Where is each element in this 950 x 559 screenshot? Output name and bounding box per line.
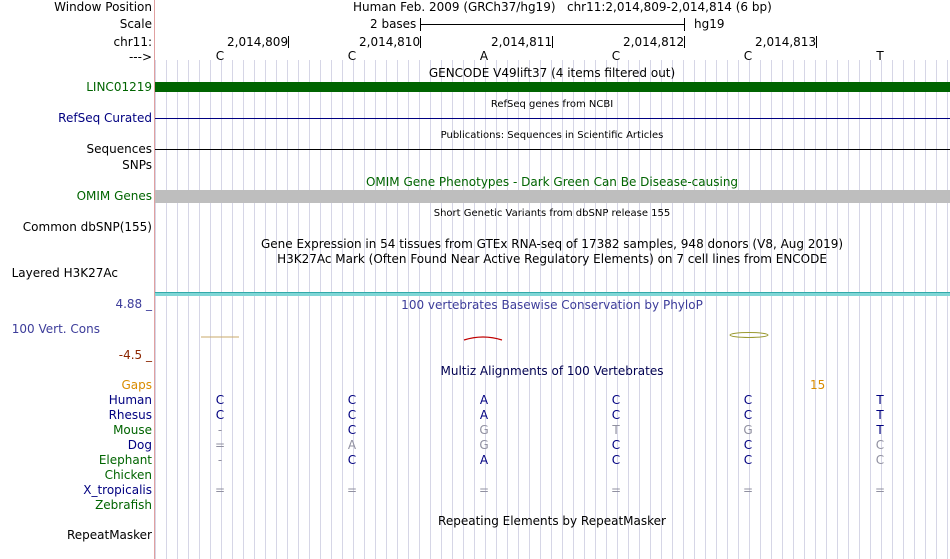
alignment-base: C: [215, 393, 225, 407]
grid-line: [815, 60, 816, 559]
strand-arrow-label: --->: [128, 50, 152, 64]
species-label-zebrafish[interactable]: Zebrafish: [95, 498, 152, 512]
grid-line: [782, 60, 783, 559]
cons-track-label[interactable]: 100 Vert. Cons: [11, 322, 100, 336]
alignment-base: C: [743, 393, 753, 407]
grid-line: [232, 60, 233, 559]
alignment-base: C: [611, 408, 621, 422]
grid-line: [826, 60, 827, 559]
grid-line: [705, 60, 706, 559]
grid-line: [287, 60, 288, 559]
sequences-track-label[interactable]: Sequences: [86, 142, 152, 156]
scale-bar: [421, 24, 685, 25]
reference-base: C: [611, 49, 621, 63]
grid-line: [793, 60, 794, 559]
grid-line: [210, 60, 211, 559]
grid-line: [892, 60, 893, 559]
grid-line: [914, 60, 915, 559]
ruler-label: 2,014,810: [359, 35, 421, 49]
grid-line: [947, 60, 948, 559]
species-label-elephant[interactable]: Elephant: [98, 453, 152, 467]
grid-line: [727, 60, 728, 559]
chrom-label: chr11:: [113, 35, 152, 49]
alignment-base: C: [611, 453, 621, 467]
alignment-base: C: [743, 453, 753, 467]
grid-line: [859, 60, 860, 559]
grid-line: [342, 60, 343, 559]
repeatmasker-track-title: Repeating Elements by RepeatMasker: [438, 514, 666, 528]
gaps-label: Gaps: [121, 378, 152, 392]
scale-bases: 2 bases: [370, 17, 417, 31]
ruler-label: 2,014,813: [755, 35, 817, 49]
scale-bar-right-cap: [684, 18, 685, 31]
publications-track-title: Publications: Sequences in Scientific Articles: [440, 130, 664, 141]
alignment-base: A: [479, 408, 489, 422]
alignment-base: A: [347, 438, 357, 452]
alignment-base: C: [611, 393, 621, 407]
grid-line: [199, 60, 200, 559]
h3k27ac-signal[interactable]: [155, 292, 950, 296]
reference-base: C: [743, 49, 753, 63]
ruler-tick: [420, 36, 421, 48]
linc-gene-label[interactable]: LINC01219: [86, 80, 152, 94]
alignment-base: C: [347, 408, 357, 422]
grid-line: [309, 60, 310, 559]
scale-db: hg19: [694, 17, 725, 31]
dbsnp-track-label[interactable]: Common dbSNP(155): [22, 220, 152, 234]
grid-line: [925, 60, 926, 559]
alignment-base: C: [743, 438, 753, 452]
ruler-tick: [552, 36, 553, 48]
ruler-label: 2,014,811: [491, 35, 553, 49]
species-label-dog[interactable]: Dog: [127, 438, 152, 452]
species-label-chicken[interactable]: Chicken: [104, 468, 152, 482]
ruler-tick: [684, 36, 685, 48]
alignment-base: C: [875, 438, 885, 452]
grid-line: [243, 60, 244, 559]
alignment-base: C: [875, 453, 885, 467]
alignment-base: C: [215, 408, 225, 422]
repeatmasker-track-label[interactable]: RepeatMasker: [66, 528, 152, 542]
reference-base: C: [347, 49, 357, 63]
refseq-track-title: RefSeq genes from NCBI: [490, 99, 614, 110]
omim-track-title: OMIM Gene Phenotypes - Dark Green Can Be Disease-causing: [365, 175, 739, 189]
alignment-base: G: [479, 438, 489, 452]
alignment-base: C: [347, 423, 357, 437]
dbsnp-track-title: Short Genetic Variants from dbSNP release 155: [433, 208, 671, 219]
grid-line: [298, 60, 299, 559]
scale-label: Scale: [119, 17, 152, 31]
species-label-rhesus[interactable]: Rhesus: [108, 408, 152, 422]
grid-line: [738, 60, 739, 559]
grid-line: [848, 60, 849, 559]
linc-gene-bar[interactable]: [155, 82, 950, 92]
grid-line: [320, 60, 321, 559]
gaps-count: 15: [810, 378, 826, 392]
alignment-base: -: [217, 423, 223, 437]
alignment-base: =: [214, 483, 226, 497]
grid-line: [155, 60, 156, 559]
omim-track-label[interactable]: OMIM Genes: [76, 189, 152, 203]
alignment-base: =: [874, 483, 886, 497]
position-readout: chr11:2,014,809-2,014,814 (6 bp): [566, 0, 772, 14]
grid-line: [870, 60, 871, 559]
species-label-mouse[interactable]: Mouse: [113, 423, 152, 437]
grid-line: [276, 60, 277, 559]
gtex-track-title: Gene Expression in 54 tissues from GTEx RNA-seq of 17382 samples, 948 donors (V8, Aug 2019): [260, 237, 844, 251]
alignment-base: T: [876, 393, 884, 407]
h3k27ac-track-title: H3K27Ac Mark (Often Found Near Active Regulatory Elements) on 7 cell lines from ENCODE: [277, 252, 827, 266]
grid-line: [903, 60, 904, 559]
gencode-track-title: GENCODE V49lift37 (4 items filtered out): [428, 66, 676, 80]
cons-max-label: 4.88 _: [115, 297, 152, 311]
reference-base: A: [479, 49, 489, 63]
scale-bar-left-cap: [420, 18, 421, 31]
grid-line: [771, 60, 772, 559]
alignment-base: =: [610, 483, 622, 497]
ruler-tick: [288, 36, 289, 48]
multiz-track-title: Multiz Alignments of 100 Vertebrates: [440, 364, 664, 378]
alignment-base: C: [743, 408, 753, 422]
grid-line: [760, 60, 761, 559]
grid-line: [265, 60, 266, 559]
ruler-label: 2,014,812: [623, 35, 685, 49]
grid-line: [837, 60, 838, 559]
alignment-base: -: [217, 453, 223, 467]
alignment-base: A: [479, 393, 489, 407]
grid-line: [386, 60, 387, 559]
grid-line: [188, 60, 189, 559]
ruler-label: 2,014,809: [227, 35, 289, 49]
alignment-base: T: [876, 408, 884, 422]
alignment-base: G: [479, 423, 489, 437]
snps-track-label[interactable]: SNPs: [122, 158, 152, 172]
phylop-mark-2: [464, 337, 502, 340]
phylop-track-title: 100 vertebrates Basewise Conservation by PhyloP: [401, 298, 703, 312]
refseq-track-label[interactable]: RefSeq Curated: [58, 111, 152, 125]
grid-line: [254, 60, 255, 559]
alignment-base: C: [347, 393, 357, 407]
window-position-label: Window Position: [54, 0, 152, 14]
alignment-base: =: [214, 438, 226, 452]
grid-line: [397, 60, 398, 559]
alignment-base: G: [743, 423, 753, 437]
track-area[interactable]: [155, 0, 950, 559]
assembly-title: Human Feb. 2009 (GRCh37/hg19) chr11:2,014,809-2,014,814 (6 bp): [353, 0, 772, 14]
grid-line: [804, 60, 805, 559]
phylop-plot[interactable]: [155, 326, 950, 346]
track-label-column: [0, 0, 154, 559]
grid-line: [331, 60, 332, 559]
sequences-line[interactable]: [155, 149, 950, 150]
alignment-base: T: [612, 423, 620, 437]
alignment-base: T: [876, 423, 884, 437]
alignment-base: =: [742, 483, 754, 497]
species-label-human[interactable]: Human: [108, 393, 152, 407]
reference-base: C: [215, 49, 225, 63]
refseq-line[interactable]: [155, 118, 950, 119]
h3k27ac-track-label[interactable]: Layered H3K27Ac: [11, 266, 118, 280]
cons-min-label: -4.5 _: [118, 348, 152, 362]
alignment-base: =: [346, 483, 358, 497]
grid-line: [364, 60, 365, 559]
ruler-tick: [816, 36, 817, 48]
grid-line: [375, 60, 376, 559]
omim-bar[interactable]: [155, 190, 950, 203]
phylop-mark-3: [730, 333, 768, 338]
grid-line: [936, 60, 937, 559]
grid-line: [166, 60, 167, 559]
species-label-x_tropicalis[interactable]: X_tropicalis: [83, 483, 152, 497]
reference-base: T: [876, 49, 884, 63]
grid-line: [716, 60, 717, 559]
alignment-base: A: [479, 453, 489, 467]
grid-line: [177, 60, 178, 559]
alignment-base: =: [478, 483, 490, 497]
alignment-base: C: [611, 438, 621, 452]
alignment-base: C: [347, 453, 357, 467]
